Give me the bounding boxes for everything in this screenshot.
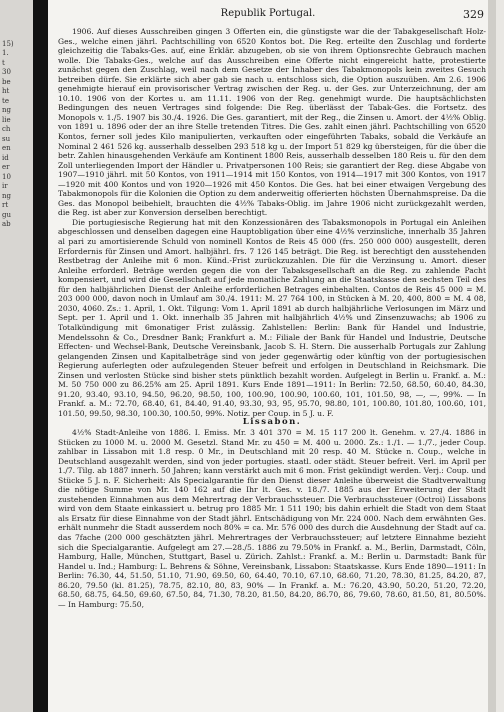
paragraph-tobacco-loan: Die portugiesische Regierung hat mit den Konzessionären des Tabaksmonopols in Portugal ein Anleihen abgeschlossen und denselben dagegen eine Hauptobligation über eine 4½% verzinsliche, innerhalb 35 Jahren al pari zu amortisierende Schuld von nominell Kontos de Reis 45 000 (frs. 250 000 000) ausgestellt, deren Erfordernis für Zinsen und Amort. halbjährl. frs. 7 126 145 beträgt. Die Reg. ist berechtigt den ausstehenden Restbetrag der Anleihe mit 6 mon. Künd.-Frist zurückzuzahlen. Die für die Verzinsung u. Amort. dieser Anleihe erforderl. Beträge werden gegen die von der Tabaksgesellschaft an die Reg. zu zahlende Pacht kompensiert, und wird die Gesellschaft auf jede monatliche Zahlung an die Staatskasse den sechsten Teil des für den halbjährlichen Dienst der Anleihe erforderlichen Betrages einbehalten. Contos de Reis 45 000 = M. 203 000 000, davon noch in Umlauf am 30./4. 1911: M. 27 764 100, in Stücken à M. 20, 400, 800 = M. 4 08, 2030, 4060. Zs.: 1. April, 1. Okt. Tilgung: Vom 1. April 1891 ab durch halbjährliche Verlosungen im März und Sept. per 1. April und 1. Okt. innerhalb 35 Jahren mit halbjährlich 4½% und Zinsenzuwachs; ab 1906 zu Totalkündigung mit 6monatiger Frist zulässig. Zahlstellen: Berlin: Bank für Handel und Industrie, Mendelssohn & Co., Dresdner Bank; Frankfurt a. M.: Filiale der Bank für Handel und Industrie, Deutsche Effecten- und Wechsel-Bank, Deutsche Vereinsbank, Jacob S. H. Stern. Die ausserhalb Portugals zur Zahlung gelangenden Zinsen und Kapitalbeträge sind von jeder gegenwärtig oder künftig von der portugiesischen Regierung auferlegten oder aufzulegenden Steuer befreit und erfolgen in Deutschland in Reichsmark. Die Zinsen und verlosten Stücke sind bisher stets pünktlich bezahlt worden. Aufgelegt in Berlin u. Frankf. a. M.: M. 50 750 000 zu 86.25% am 25. April 1891. Kurs Ende 1891—1911: In Berlin: 72.50, 68.50, 60.40, 84.30, 91.20, 93.40, 93.10, 94.50, 96.20, 98.50, 100, 100.90, 100.90, 100.60, 101, 101.50, 98, —, —, 99%. — In Frankf. a. M.: 72.70, 68.40, 61, 84.40, 91.40, 93.30, 93, 95, 95.70, 98.80, 101, 100.80, 101.80, 100.60, 101, 101.50, 99.50, 98.30, 100.30, 100.50, 99%. Notiz. per Coup. in 5 J. u. F. [58,217,486,418]
margin-fragment: su [2,134,11,143]
margin-fragment: en [2,144,11,152]
running-title: Republik Portugal. [220,8,316,19]
document-page [48,0,496,712]
margin-fragment: 15) [2,39,14,48]
margin-fragment: ir [2,182,8,190]
margin-fragment: lie [2,115,11,124]
margin-fragment: be [2,77,11,86]
margin-fragment: ng [2,191,11,200]
margin-fragment: ht [2,87,10,95]
section-heading-lissabon: Lissabon. [242,417,302,428]
margin-fragment: t [2,58,5,67]
paragraph-lissabon-loan: 4½% Stadt-Anleihe von 1886. I. Emiss. Mr. 3 401 370 = M. 15 117 200 lt. Genehm. v. 27./4. 1886 in Stücken zu 1000 M. u. 2000 M. Gesetzl. Stand Mr. zu 450 = M. 400 u. 2000. Zs.: 1./1. — 1./7., jeder Coup. zahlbar in Lissabon mit 1.8 resp. 0 Mr., in Deutschland mit 20 resp. 40 M. Stücke n. Coup., welche in Deutschland ausgezahlt werden, sind von jeder portugies. staatl. oder städt. Steuer befreit. Verl. im April per 1./7. Tilg. ab 1887 innerh. 50 Jahren; kann verstärkt auch mit 6 mon. Frist gekündigt werden. Verj.: Coup. und Stücke 5 J. n. F. Sicherheit: Als Specialgarantie für den Dienst dieser Anleihe überweist die Stadtverwaltung die nötige Summe von Mr. 140 162 auf die Ihr lt. Ges. v. 18./7. 1885 aus der Erweiterung der Stadt zustehenden Einnahmen aus dem Mehrertrag der Verbrauchssteuer. Die Verbrauchssteuer (Octroi) Lissabons wird von dem Staate einkassiert u. betrug pro 1885 Mr. 1 511 190; bis dahin erhielt die Stadt von dem Staat als Ersatz für diese Einnahme von der Stadt jährl. Entschädigung von Mr. 224 000. Nach dem erwähnten Ges. erhält nunmehr die Stadt ausserdem noch 80% = ca. Mr. 576 000 des durch die Ausdehnung der Stadt auf ca. das 7fache (200 000 geschätzten jährl. Mehrertrages der Verbrauchssteuer; auf letztere Einnahme bezieht sich die Specialgarantie. Aufgelegt am 27.—28./5. 1886 zu 79.50% in Frankf. a. M., Berlin, Darmstadt, Cöln, Hamburg, Halle, München, Stuttgart, Basel u. Zürich. Zahlst.: Frankf. a. M.: Berlin u. Darmstadt: Bank für Handel u. Ind.; Hamburg: L. Behrens & Söhne, Vereinsbank, Lissabon: Staatskasse. Kurs Ende 1890—1911: In Berlin: 76.30, 44, 51.50, 51.10, 71.90, 69.50, 60, 64.40, 70.10, 67.10, 68.60, 71.20, 78.30, 81.25, 84.20, 87, 86.20, 79.50 (kl. 81.25), 78.75, 82.10, 80, 83, 90% — In Frankf. a. M.: 76.20, 43.90, 50.20, 51.20, 72.20, 68.50, 68.75, 64.50, 69.60, 67.50, 84, 71.30, 78.20, 81.50, 84.20, 86.70, 86, 79.60, 78.60, 81.50, 81, 80.50%. — In Hamburg: 75.50, [58,427,486,609]
margin-fragment: 30 [2,68,11,76]
margin-fragment: gu [2,210,11,219]
page-header [48,8,488,24]
margin-fragment: ab [2,220,11,228]
margin-fragment: 10 [2,172,11,181]
left-page-margin-fragment [0,0,33,712]
margin-fragment: rt [2,201,9,209]
margin-fragment: te [2,96,9,105]
margin-fragment: id [2,153,9,162]
margin-fragment: 1. [2,49,9,57]
margin-fragment: ch [2,125,11,133]
book-gutter [33,0,48,712]
margin-fragment: ng [2,106,11,114]
page-edge [488,0,496,712]
body-text [58,27,486,609]
paragraph-tobacco-monopoly: 1906. Auf dieses Ausschreiben gingen 3 Offerten ein, die günstigste war die der Tabakgesellschaft Holz-Ges., welche einen jährl. Pachtschilling von 6520 Kontos bot. Die Reg. erteilte den Zuschlag und forderte gleichzeitig die Tabaks-Ges. auf, eine Erklär. abzugeben, ob sie von ihrem Optionsrechte Gebrauch machen wolle. Die Tabaks-Ges., welche auf das Ausschreiben eine Offerte nicht eingereicht hatte, protestierte zunächst gegen den Zuschlag, weil nach dem Gesetze der Inhaber des Tabakmonopols kein zweites Gesuch betreiben dürfe. Sie erklärte sich aber gab sie nach u. entschloss sich, die Option auszuüben. Am 2.6. 1906 genehmigte hierauf ein provisorischer Vertrag zwischen der Reg. u. der Ges. zur Unterzeichnung, der am 10.10. 1906 von der Kortes u. am 11.11. 1906 von der Reg. genehmigt wurde. Die hauptsächlichsten Bedingungen des neuen Vertrages sind folgende: Die Reg. überlässt der Tabak-Ges. die Fortsetz. des Monopols v. 1./5. 1907 bis 30./4. 1926. Die Ges. garantiert, mit der Reg., die Zinsen u. Amort. der 4½% Oblig. von 1891 u. 1896 oder der an ihre Stelle tretenden Titres. Die Ges. zahlt einen jährl. Pachtschilling von 6520 Kontos, ferner soll jedes Kilo manipulierten, verkauften oder eingeführten Tabaks, sobald die Verkäufe an Nominal 2 461 526 kg. ausserhalb desselben 293 518 kg u. der Import 51 829 kg übersteigen, für die über die betr. Zahlen hinausgehenden Verkäufe am Kontinent 1800 Reis, ausserhalb desselben 180 Reis u. für den dem Zoll unterliegenden Import der Händler u. Privatpersonen 100 Reis; sie garantiert der Reg. diese Abgabe von 1907—1910 jährl. mit 50 Kontos, von 1911—1914 mit 150 Kontos, von 1914—1917 mit 300 Kontos, von 1917—1920 mit 400 Kontos und von 1920—1926 mit 450 Kontos. Die Ges. hat bei einer etwaigen Vergebung des Tabakmonopols für die Kolonien die Option zu dem anderweitig offerierten höchsten Übernahmspreise. Da die Ges. das Monopol beibehielt, brauchten die 4½% Tabaks-Oblig. im Jahre 1906 nicht zurückgezahlt werden, die Reg. ist aber zur Konversion derselben berechtigt. [58,27,486,218]
page-number: 329 [463,8,484,21]
margin-fragment: er [2,163,10,171]
